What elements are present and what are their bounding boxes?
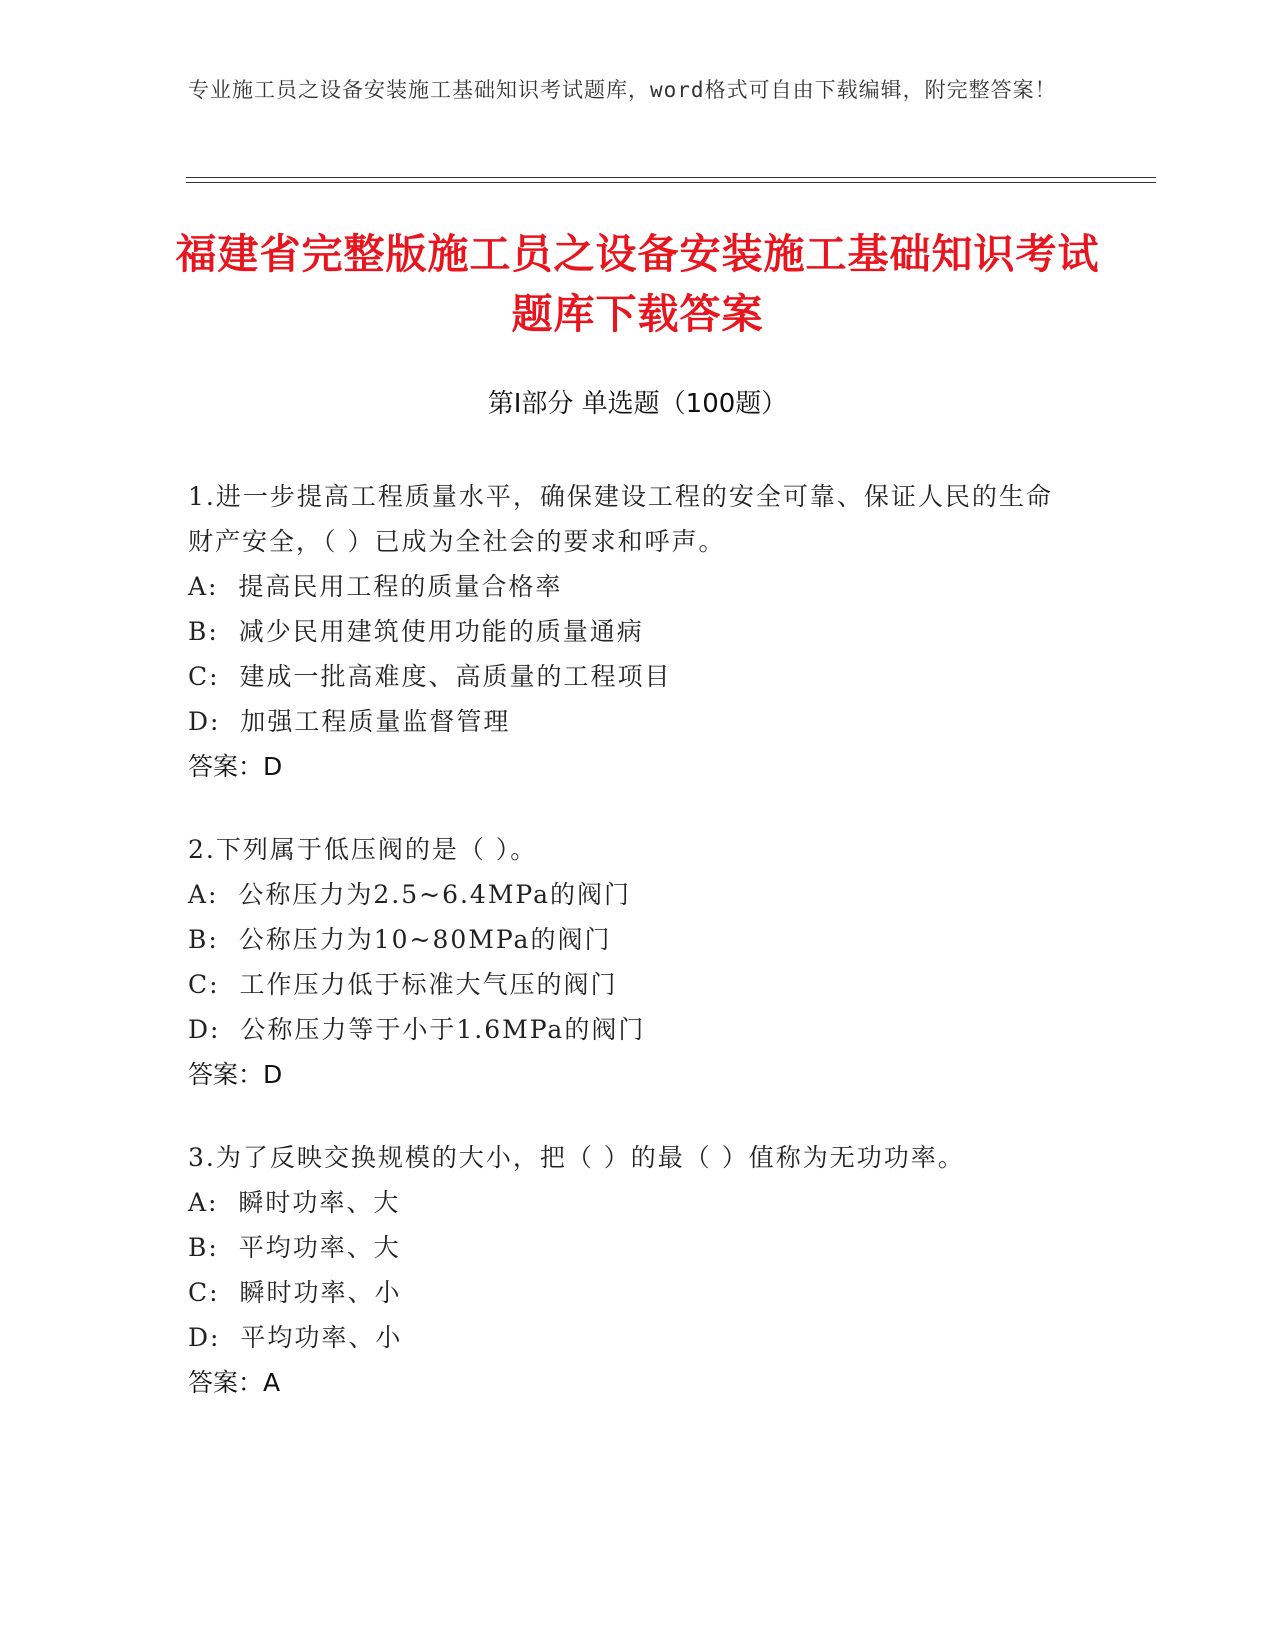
option-d: D: 加强工程质量监督管理 [188,707,511,736]
header-divider-bottom [186,182,1156,183]
question-3 [188,1135,1068,1405]
question-stem: 1.进一步提高工程质量水平，确保建设工程的安全可靠、保证人民的生命财产安全，（ ）已成为全社会的要求和呼声。 [188,482,1053,556]
option-d: D: 平均功率、小 [188,1323,403,1352]
question-1 [188,474,1068,789]
option-a: A: 瞬时功率、大 [188,1188,401,1217]
option-d: D: 公称压力等于小于1.6MPa的阀门 [188,1015,646,1044]
option-c: C: 瞬时功率、小 [188,1278,402,1307]
document-title: 福建省完整版施工员之设备安装施工基础知识考试题库下载答案 [175,230,1100,338]
option-a: A: 公称压力为2.5~6.4MPa的阀门 [188,880,632,909]
question-2 [188,827,1068,1097]
question-list [188,474,1068,1443]
question-stem: 2.下列属于低压阀的是（ ）。 [188,835,538,864]
option-c: C: 建成一批高难度、高质量的工程项目 [188,662,672,691]
header-divider-top [186,177,1156,178]
answer-line: 答案：D [188,1060,283,1089]
answer-line: 答案：A [188,1368,281,1397]
option-c: C: 工作压力低于标准大气压的阀门 [188,970,618,999]
option-a: A: 提高民用工程的质量合格率 [188,572,563,601]
section-heading: 第Ⅰ部分 单选题（100题） [487,389,788,419]
question-stem: 3.为了反映交换规模的大小，把（ ）的最（ ）值称为无功功率。 [188,1143,965,1172]
header-note: 专业施工员之设备安装施工基础知识考试题库，word格式可自由下载编辑，附完整答案！ [188,78,1057,102]
option-b: B: 减少民用建筑使用功能的质量通病 [188,617,644,646]
option-b: B: 平均功率、大 [188,1233,401,1262]
option-b: B: 公称压力为10~80MPa的阀门 [188,925,612,954]
answer-line: 答案：D [188,752,283,781]
